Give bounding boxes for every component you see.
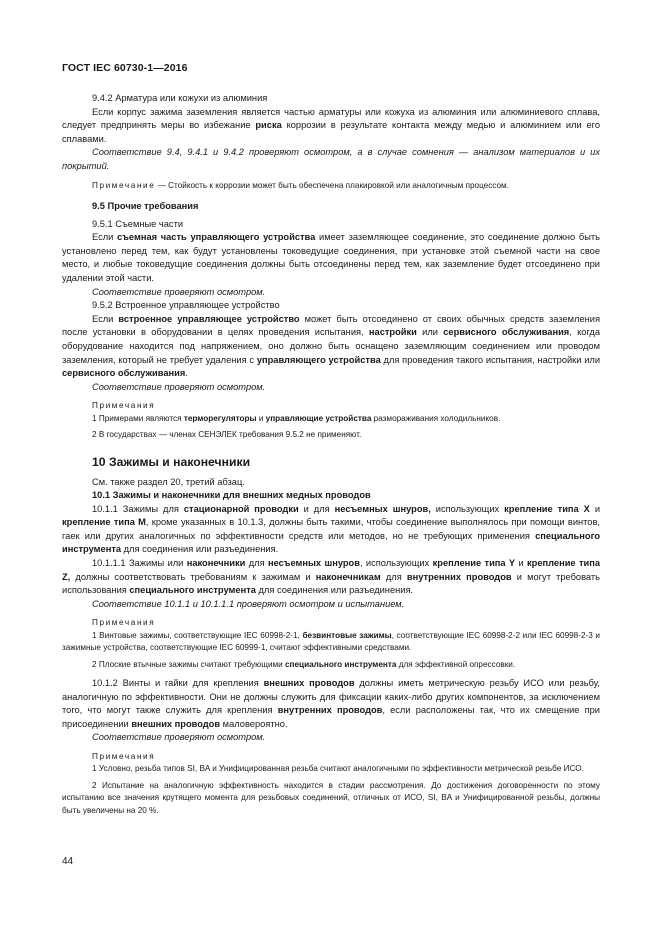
clause-9-4-2-text: Если корпус зажима заземления является частью арматуры или кожуха из алюминия или алюминиевого сплава, следует предпринять меры во избежание риска коррозии в результате контакта между медью и алюминием или его сплавами. xyxy=(62,106,600,144)
note-9-5-1: 1 Примерами являются терморегуляторы и управляющие устройства размораживания холодильников. xyxy=(92,413,501,423)
standard-header: ГОСТ IEC 60730-1—2016 xyxy=(62,62,188,74)
notes-9-5-label: Примечания xyxy=(92,401,156,411)
note-label: Примечание xyxy=(92,180,156,190)
note-10-1-1-2: 2 Плоские втычные зажимы считают требующими специального инструмента для эффективной опрессовки. xyxy=(92,659,516,669)
note-9-4-2: Примечание — Стойкость к коррозии может быть обеспечена плакировкой или аналогичным процессом. xyxy=(92,180,509,190)
term-risk: риска xyxy=(255,120,282,131)
page-content xyxy=(62,92,600,817)
notes-10-1-2-label: Примечания xyxy=(92,752,156,762)
clause-10-1-2-text: 10.1.2 Винты и гайки для крепления внешних проводов должны иметь метрическую резьбу ИСО или резьбу, аналогичную по эффективности. Они не должны служить для фиксации каких-либо других компонентов, за исключением того, что могут также служить для крепления внутренних проводов, если расположены так, что их смещение при присоединении внешних проводов маловероятно. xyxy=(62,678,600,729)
note-9-5-2: 2 В государствах — членах СЕНЭЛЕК требования 9.5.2 не применяют. xyxy=(92,430,362,440)
compliance-9-5-2: Соответствие проверяют осмотром. xyxy=(92,381,266,392)
clause-9-4-2-title: 9.4.2 Арматура или кожухи из алюминия xyxy=(92,93,268,103)
compliance-10-1-2: Соответствие проверяют осмотром. xyxy=(92,732,266,743)
clause-10-1-title: 10.1 Зажимы и наконечники для внешних медных проводов xyxy=(92,490,371,501)
note-10-1-1-1: 1 Винтовые зажимы, соответствующие IEC 60998-2-1, безвинтовые зажимы, соответствующие IEC 60998-2-2 или IEC 60998-2-3 и зажимные устройства, соответствующие IEC 60999-1, считают эффективными средствами. xyxy=(62,630,600,653)
notes-10-1-1-label: Примечания xyxy=(92,618,156,628)
compliance-9-5-1: Соответствие проверяют осмотром. xyxy=(92,286,266,297)
note-10-1-2-2: 2 Испытание на аналогичную эффективность находится в стадии рассмотрения. До достижения договоренности по этому испытанию все значения крутящего момента для резьбовых соединений, отличных от ИСО, SI, BA и Унифицированной резьбы, должны быть увеличены на 20 %. xyxy=(62,780,600,815)
note-10-1-2-1: 1 Условно, резьба типов SI, BA и Унифицированная резьба считают аналогичными по эффективности метрической резьбе ИСО. xyxy=(92,764,584,774)
clause-10-1-1-1-text: 10.1.1.1 Зажимы или наконечники для несъемных шнуров, использующих крепление типа Y и крепление типа Z, должны соответствовать требованиям к зажимам и наконечникам для внутренних проводов и могут требовать использования специального инструмента для соединения или разъединения. xyxy=(62,558,601,596)
clause-9-5-2-title: 9.5.2 Встроенное управляющее устройство xyxy=(92,300,280,311)
clause-9-5-title: 9.5 Прочие требования xyxy=(92,200,199,211)
clause-9-5-1-title: 9.5.1 Съемные части xyxy=(92,218,184,229)
clause-10-1-1-text: 10.1.1 Зажимы для стационарной проводки и для несъемных шнуров, использующих крепление типа X и крепление типа M, кроме указанных в 10.1.3, должны быть такими, чтобы соединение выполнялось при помощи винтов, гаек или других аналогичных по эффективности средств или методов, но не требующих применения специального инструмента для соединения или разъединения. xyxy=(62,503,601,555)
compliance-10-1-1: Соответствие 10.1.1 и 10.1.1.1 проверяют осмотром и испытанием. xyxy=(92,598,405,609)
see-also: См. также раздел 20, третий абзац. xyxy=(92,476,245,487)
page-number: 44 xyxy=(62,856,74,867)
clause-9-5-2-text: Если встроенное управляющее устройство может быть отсоединено от своих обычных средств заземления после установки в оборудовании в целях проведения испытания, настройки или сервисного обслуживания, когда оборудование находится под напряжением, оно должно быть оснащено заземляющим соединением или проводом заземления, который не требует удаления с управляющего устройства для проведения такого испытания, настройки или сервисного обслуживания. xyxy=(62,313,601,379)
compliance-9-4: Соответствие 9.4, 9.4.1 и 9.4.2 проверяют осмотром, а в случае сомнения — анализом материалов и их покрытий. xyxy=(62,147,600,171)
clause-9-5-1-text: Если съемная часть управляющего устройства имеет заземляющее соединение, это соединение должно быть установлено перед тем, как будут установлены токоведущие соединения, при установке этой съемной части на свое место, и любые токоведущие соединения должны быть отсоединены перед тем, как заземление будет отсоединено при удалении этой части. xyxy=(62,232,600,283)
section-10-title: 10 Зажимы и наконечники xyxy=(92,454,251,469)
